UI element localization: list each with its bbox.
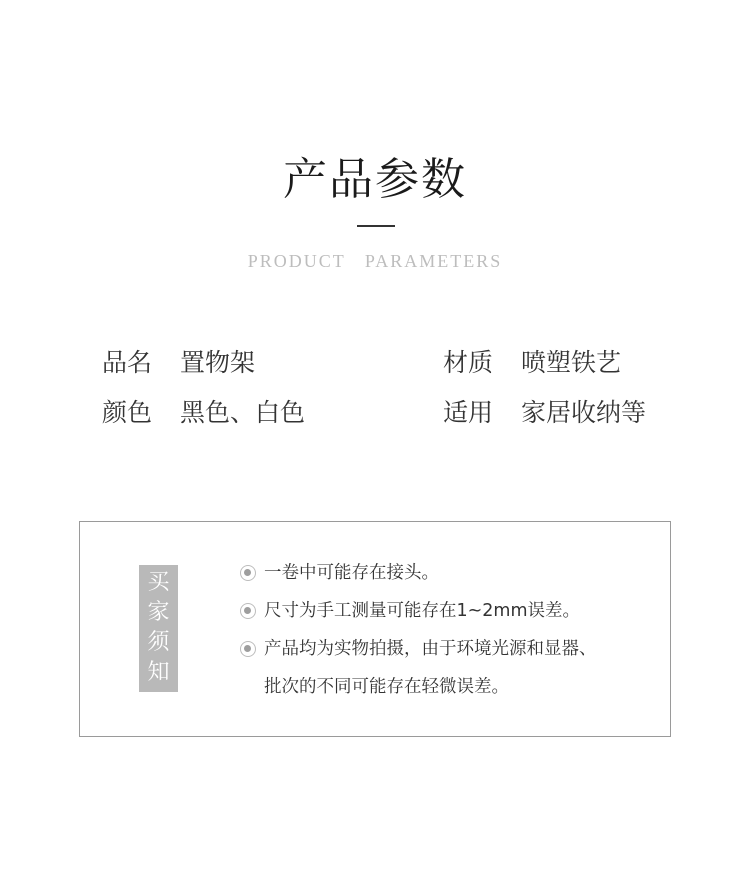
- page-subtitle: PRODUCT PARAMETERS: [247, 251, 503, 271]
- notice-item: 一卷中可能存在接头。: [264, 563, 439, 583]
- page-title: 产品参数: [283, 154, 467, 205]
- param-value: 喷塑铁艺: [521, 348, 622, 377]
- param-color: [102, 397, 305, 429]
- title-divider: [357, 225, 395, 227]
- notice-item: 尺寸为手工测量可能存在1~2mm误差。: [264, 601, 581, 621]
- param-product-name: [102, 347, 255, 379]
- bullet-icon: [240, 641, 256, 657]
- param-label: 材质: [443, 348, 494, 377]
- param-value: 置物架: [180, 348, 256, 377]
- param-label: 品名: [102, 348, 153, 377]
- notice-tag-char: 须: [147, 630, 170, 655]
- notice-item: 产品均为实物拍摄，由于环境光源和显器、: [264, 639, 597, 659]
- param-value: 黑色、白色: [180, 398, 306, 427]
- bullet-icon: [240, 603, 256, 619]
- notice-item-continuation: 批次的不同可能存在轻微误差。: [264, 677, 509, 697]
- param-material: [443, 347, 621, 379]
- notice-tag-char: 买: [147, 570, 170, 595]
- notice-tag-char: 家: [147, 600, 170, 625]
- param-usage: [443, 397, 646, 429]
- bullet-icon: [240, 565, 256, 581]
- param-label: 适用: [443, 398, 494, 427]
- notice-tag-char: 知: [147, 660, 170, 685]
- param-value: 家居收纳等: [521, 398, 647, 427]
- param-label: 颜色: [102, 398, 153, 427]
- buyer-notice-tag: [139, 565, 178, 692]
